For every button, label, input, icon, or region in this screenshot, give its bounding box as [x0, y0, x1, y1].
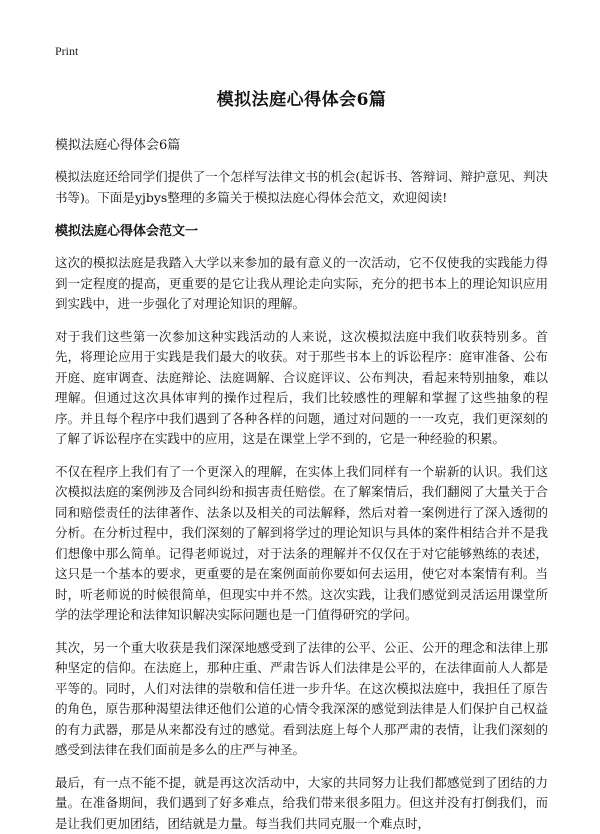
print-link[interactable]: Print: [55, 44, 548, 59]
intro-paragraph: 模拟法庭还给同学们提供了一个怎样写法律文书的机会(起诉书、答辩词、辩护意见、判决书等)。下面是yjbys整理的多篇关于模拟法庭心得体会范文，欢迎阅读!: [55, 167, 548, 208]
body-paragraph-3: 不仅在程序上我们有了一个更深入的理解，在实体上我们同样有一个崭新的认识。我们这次模拟法庭的案例涉及合同纠纷和损害责任赔偿。在了解案情后，我们翻阅了大量关于合同和赔偿责任的法律著作、法条以及相关的司法解释，然后对着一案例进行了深入透彻的分析。在分析过程中，我们深刻的了解到将学过的理论知识与具体的案件相结合并不是我们想像中那么简单。记得老师说过，对于法条的理解并不仅仅在于对它能够熟练的表述，这只是一个基本的要求，更重要的是在案例面前你要如何去运用，使它对本案情有利。当时，听老师说的时候很简单，但现实中并不然。这次实践，让我们感觉到灵活运用课堂所学的法学理论和法律知识解决实际问题也是一门值得研究的学问。: [55, 462, 548, 626]
body-paragraph-4: 其次，另一个重大收获是我们深深地感受到了法律的公平、公正、公开的理念和法律上那种坚定的信仰。在法庭上，那种庄重、严肃告诉人们法律是公平的，在法律面前人人都是平等的。同时，人们对法律的崇敬和信任进一步升华。在这次模拟法庭中，我担任了原告的角色，原告那种渴望法律还他们公道的心情令我深深的感觉到法律是人们保护自己权益的有力武器，那是从来都没有过的感觉。看到法庭上每个人那严肃的表情，让我们深刻的感受到法律在我们面前是多么的庄严与神圣。: [55, 638, 548, 761]
page-title: 模拟法庭心得体会6篇: [55, 85, 548, 110]
document-subtitle: 模拟法庭心得体会6篇: [55, 134, 548, 153]
body-paragraph-1: 这次的模拟法庭是我踏入大学以来参加的最有意义的一次活动，它不仅使我的实践能力得到一定程度的提高，更重要的是它让我从理论走向实际，充分的把书本上的理论知识应用到实践中，进一步强化了对理论知识的理解。: [55, 253, 548, 315]
body-paragraph-5: 最后，有一点不能不提，就是再这次活动中，大家的共同努力让我们都感觉到了团结的力量。在准备期间，我们遇到了好多难点，给我们带来很多阻力。但这并没有打倒我们，而是让我们更加团结，团结就是力量。每当我们共同克服一个难点时，: [55, 773, 548, 834]
section-heading: 模拟法庭心得体会范文一: [55, 220, 548, 239]
body-paragraph-2: 对于我们这些第一次参加这种实践活动的人来说，这次模拟法庭中我们收获特别多。首先，将理论应用于实践是我们最大的收获。对于那些书本上的诉讼程序：庭审准备、公布开庭、庭审调查、法庭辩论、法庭调解、合议庭评议、公布判决，看起来特别抽象，难以理解。但通过这次具体审判的操作过程后，我们比较感性的理解和掌握了这些抽象的程序。并且每个程序中我们遇到了各种各样的问题，通过对问题的一一攻克，我们更深刻的了解了诉讼程序在实践中的应用，这是在课堂上学不到的，它是一种经验的积累。: [55, 327, 548, 450]
